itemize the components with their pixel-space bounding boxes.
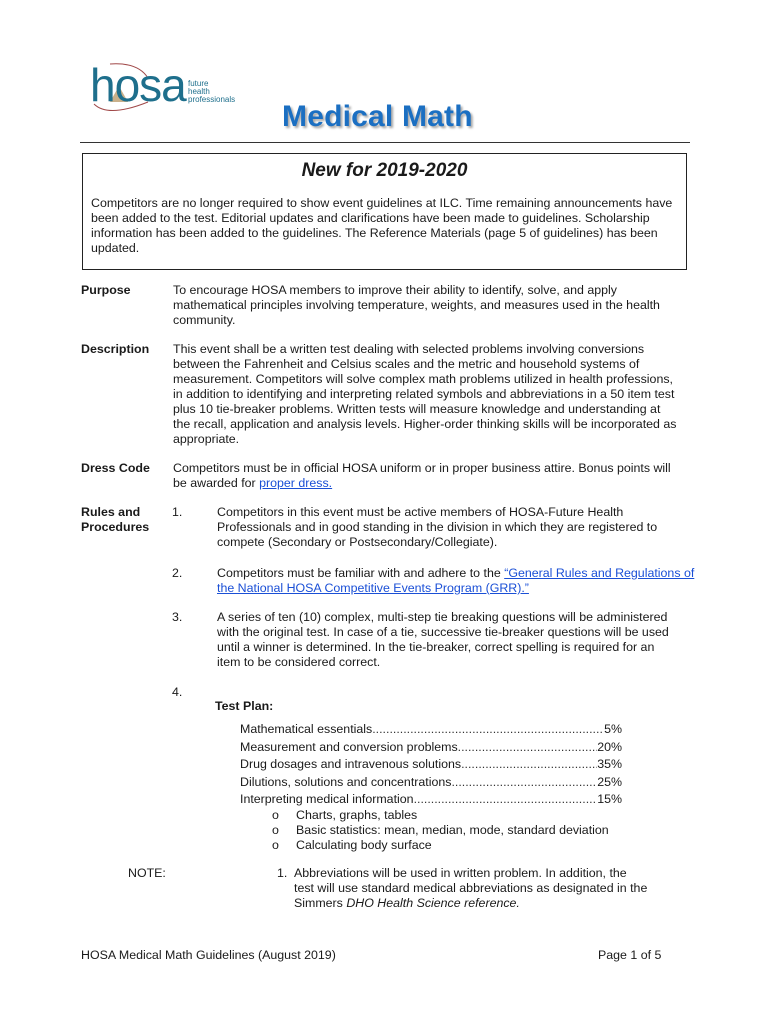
- title-divider: [80, 142, 690, 143]
- text-line: measurement. Competitors will solve complex math problems utilized in health professions,: [173, 372, 673, 386]
- logo-tagline: [188, 80, 235, 104]
- text-line: [294, 896, 647, 911]
- proper-dress-link[interactable]: proper dress.: [259, 476, 333, 490]
- test-plan-row: [240, 721, 622, 739]
- test-plan-row: [240, 739, 622, 757]
- text-line: until a winner is determined. In the tie-breaker, correct spelling is required for an: [217, 640, 655, 654]
- description-label: Description: [81, 342, 150, 356]
- leader-dots: [372, 721, 604, 739]
- topic: Interpreting medical information: [240, 792, 414, 806]
- rule-number: 2.: [172, 566, 183, 580]
- text-line: test will use standard medical abbreviations as designated in the: [294, 881, 648, 895]
- bullet-icon: o: [272, 823, 279, 837]
- text-line: mathematical principles involving temperature, weights, and measures used in the health: [173, 298, 660, 312]
- text-line: information has been added to the guidelines. The Reference Materials (page 5 of guidelines) has been: [91, 226, 658, 240]
- text-line: in addition to identifying and interpreting related symbols and abbreviations in a 50 item test: [173, 387, 675, 401]
- rule-number: 3.: [172, 610, 183, 624]
- test-plan-row: [240, 756, 622, 774]
- dress-code-label: Dress Code: [81, 461, 150, 475]
- text-line: been added to the test. Editorial updates and clarifications have been made to guidelines. Scholarship: [91, 211, 650, 225]
- rule-number: 4.: [172, 685, 183, 699]
- topic: Dilutions, solutions and concentrations: [240, 774, 452, 789]
- tagline-line: professionals: [188, 95, 236, 104]
- text-line: plus 10 tie-breaker problems. Written tests will measure knowledge and understanding at: [173, 402, 661, 416]
- text-line: A series of ten (10) complex, multi-step tie breaking questions will be administered: [217, 610, 668, 624]
- text-line: [173, 476, 671, 491]
- test-plan-row: [240, 791, 622, 809]
- page-title: Medical Math: [282, 100, 473, 133]
- text-line: Competitors in this event must be active members of HOSA-Future Health: [217, 505, 624, 519]
- text-line: the recall, application and analysis levels. Higher-order thinking skills will be incorporated as: [173, 417, 677, 431]
- text-line: community.: [173, 313, 236, 327]
- text-line: [217, 566, 694, 581]
- text-line: Abbreviations will be used in written problem. In addition, the: [294, 866, 627, 880]
- subitem-bullets: [272, 808, 279, 853]
- purpose-text: [173, 283, 660, 328]
- leader-dots: [414, 791, 598, 809]
- leader-dots: [458, 739, 598, 757]
- tagline-line: health: [188, 87, 210, 96]
- rule-number: 1.: [172, 505, 183, 519]
- leader-dots: [451, 774, 597, 792]
- reference-title: DHO Health Science reference.: [346, 896, 520, 910]
- percent: 25%: [597, 774, 622, 789]
- note-label: NOTE:: [128, 866, 166, 880]
- text-line: between the Fahrenheit and Celsius scales and the metric and household systems of: [173, 357, 640, 371]
- dress-code-text: [173, 461, 671, 491]
- page-number: Page 1 of 5: [598, 948, 662, 962]
- subitem-list: [296, 808, 609, 853]
- text-line: item to be considered correct.: [217, 655, 381, 669]
- test-plan-row: [240, 774, 622, 792]
- percent: 20%: [597, 739, 622, 754]
- bullet-icon: o: [272, 838, 279, 852]
- grr-link-continued[interactable]: the National HOSA Competitive Events Program (GRR).”: [217, 581, 529, 595]
- rules-label: [81, 505, 149, 535]
- text-segment: Simmers: [294, 896, 347, 910]
- text-line: [217, 581, 694, 596]
- list-item: Charts, graphs, tables: [296, 808, 418, 822]
- notice-text: [91, 196, 672, 256]
- text-line: Competitors are no longer required to show event guidelines at ILC. Time remaining announcements have: [91, 196, 673, 210]
- percent: 5%: [604, 722, 622, 736]
- topic: Measurement and conversion problems: [240, 739, 458, 754]
- text-line: appropriate.: [173, 432, 240, 446]
- rule-item-1: [217, 505, 657, 550]
- topic: Drug dosages and intravenous solutions: [240, 757, 462, 771]
- note-number: 1.: [277, 866, 288, 880]
- test-plan-table: [240, 721, 622, 809]
- hosa-logo: [88, 60, 248, 116]
- footer-title: HOSA Medical Math Guidelines (August 2019): [81, 948, 336, 962]
- text-segment: be awarded for: [173, 476, 260, 490]
- label-line: Procedures: [81, 520, 150, 534]
- text-line: compete (Secondary or Postsecondary/Collegiate).: [217, 535, 498, 549]
- percent: 35%: [597, 757, 622, 771]
- leader-dots: [461, 756, 597, 774]
- logo-text: hosa: [90, 59, 186, 111]
- label-line: Rules and: [81, 505, 141, 519]
- percent: 15%: [597, 792, 622, 806]
- text-line: This event shall be a written test dealing with selected problems involving conversions: [173, 342, 645, 356]
- list-item: Basic statistics: mean, median, mode, standard deviation: [296, 823, 609, 837]
- description-text: [173, 342, 676, 447]
- text-line: with the original test. In case of a tie, successive tie-breaker questions will be used: [217, 625, 669, 639]
- tagline-line: future: [188, 79, 209, 88]
- bullet-icon: o: [272, 808, 279, 822]
- topic: Mathematical essentials: [240, 722, 373, 736]
- text-line: To encourage HOSA members to improve their ability to identify, solve, and apply: [173, 283, 617, 297]
- rule-item-2: [217, 566, 694, 596]
- text-line: Competitors must be in official HOSA uniform or in proper business attire. Bonus points will: [173, 461, 671, 475]
- text-line: updated.: [91, 241, 140, 255]
- purpose-label: Purpose: [81, 283, 131, 297]
- note-text: [294, 866, 647, 911]
- rule-item-3: [217, 610, 669, 670]
- text-segment: Competitors must be familiar with and adhere to the: [217, 566, 505, 580]
- text-line: Professionals and in good standing in the division in which they are registered to: [217, 520, 658, 534]
- test-plan-heading: Test Plan:: [215, 699, 274, 713]
- list-item: Calculating body surface: [296, 838, 432, 852]
- notice-heading: New for 2019-2020: [301, 160, 468, 181]
- grr-link[interactable]: “General Rules and Regulations of: [504, 566, 695, 580]
